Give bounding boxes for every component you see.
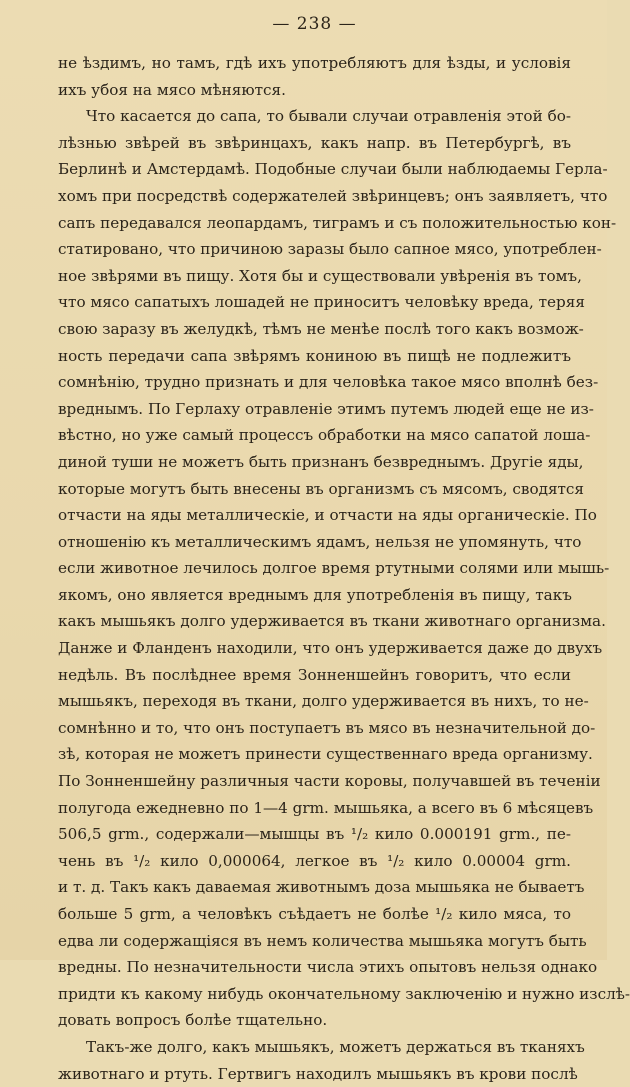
text-line: и т. д. Такъ какъ даваемая животнымъ доза мышьяка не бываетъ: [58, 878, 585, 897]
text-line: мышьякъ, переходя въ ткани, долго удерживается въ нихъ, то не-: [58, 692, 589, 711]
text-line: свою заразу въ желудкѣ, тѣмъ не менѣе послѣ того какъ возмож-: [58, 319, 584, 338]
text-line: сапъ передавался леопардамъ, тиграмъ и съ положительностью кон-: [58, 213, 617, 232]
text-line: ное звѣрями въ пищу. Хотя бы и существовали увѣренія въ томъ,: [58, 266, 582, 285]
page-number: — 238 —: [272, 14, 357, 34]
text-line: Берлинѣ и Амстердамѣ. Подобные случаи были наблюдаемы Герла-: [58, 160, 608, 179]
text-line: не ѣздимъ, но тамъ, гдѣ ихъ употребляютъ для ѣзды, и условія: [58, 54, 571, 72]
text-line: ихъ убоя на мясо мѣняются.: [58, 80, 286, 99]
text-line: По Зонненшейну различныя части коровы, получавшей въ теченіи: [58, 772, 601, 791]
text-line: какъ мышьякъ долго удерживается въ ткани животнаго организма.: [58, 612, 606, 631]
text-line: животнаго и ртуть. Гертвигъ находилъ мышьякъ въ крови послѣ: [58, 1064, 578, 1083]
text-line: ность передачи сапа звѣрямъ кониною въ пищѣ не подлежитъ: [58, 346, 571, 365]
text-line: вреднымъ. По Герлаху отравленіе этимъ путемъ людей еще не из-: [58, 399, 594, 418]
text-line: если животное лечилось долгое время ртутными солями или мышь-: [58, 559, 610, 578]
text-line: лѣзнью звѣрей въ звѣринцахъ, какъ напр. въ Петербургѣ, въ: [58, 133, 571, 152]
text-line: вредны. По незначительности числа этихъ опытовъ нельзя однако: [58, 958, 598, 977]
text-line: диной туши не можетъ быть признанъ безвреднымъ. Другіе яды,: [58, 452, 584, 471]
text-line: полугода ежедневно по 1—4 grm. мышьяка, а всего въ 6 мѣсяцевъ: [58, 798, 594, 817]
text-line: Такъ-же долго, какъ мышьякъ, можетъ держаться въ тканяхъ: [86, 1037, 585, 1056]
text-line: статировано, что причиною заразы было сапное мясо, употреблен-: [58, 240, 602, 259]
body-text: [58, 50, 630, 1087]
text-line: якомъ, оно является вреднымъ для употребленія въ пищу, такъ: [58, 585, 572, 604]
text-line: чень въ ¹/₂ кило 0,000064, легкое въ ¹/₂ кило 0.00004 grm.: [58, 851, 571, 870]
text-line: довать вопросъ болѣе тщательно.: [58, 1011, 328, 1030]
text-line: сомнѣнно и то, что онъ поступаетъ въ мясо въ незначительной до-: [58, 718, 596, 737]
text-line: которые могутъ быть внесены въ организмъ съ мясомъ, сводятся: [58, 479, 585, 498]
text-line: хомъ при посредствѣ содержателей звѣринцевъ; онъ заявляетъ, что: [58, 186, 608, 205]
text-line: что мясо сапатыхъ лошадей не приноситъ человѣку вреда, теряя: [58, 293, 585, 312]
text-line: зѣ, которая не можетъ принести существеннаго вреда организму.: [58, 745, 593, 764]
text-line: отношенію къ металлическимъ ядамъ, нельзя не упомянуть, что: [58, 532, 582, 551]
text-line: сомнѣнію, трудно признать и для человѣка такое мясо вполнѣ без-: [58, 373, 599, 392]
text-line: недѣль. Въ послѣднее время Зонненшейнъ говоритъ, что если: [58, 665, 571, 684]
text-line: Данже и Фланденъ находили, что онъ удерживается даже до двухъ: [58, 639, 603, 658]
text-line: вѣстно, но уже самый процессъ обработки на мясо сапатой лоша-: [58, 426, 591, 445]
text-line: 506,5 grm., содержали—мышцы въ ¹/₂ кило 0.000191 grm., пе-: [58, 825, 571, 844]
text-line: отчасти на яды металлическіе, и отчасти на яды органическіе. По: [58, 506, 597, 525]
text-line: Что касается до сапа, то бывали случаи отравленія этой бо-: [86, 107, 571, 126]
text-line: едва ли содержащіяся въ немъ количества мышьяка могутъ быть: [58, 931, 587, 950]
text-line: придти къ какому нибудь окончательному заключенію и нужно изслѣ-: [58, 984, 630, 1003]
text-line: больше 5 grm, а человѣкъ съѣдаетъ не болѣе ¹/₂ кило мяса, то: [58, 905, 571, 923]
